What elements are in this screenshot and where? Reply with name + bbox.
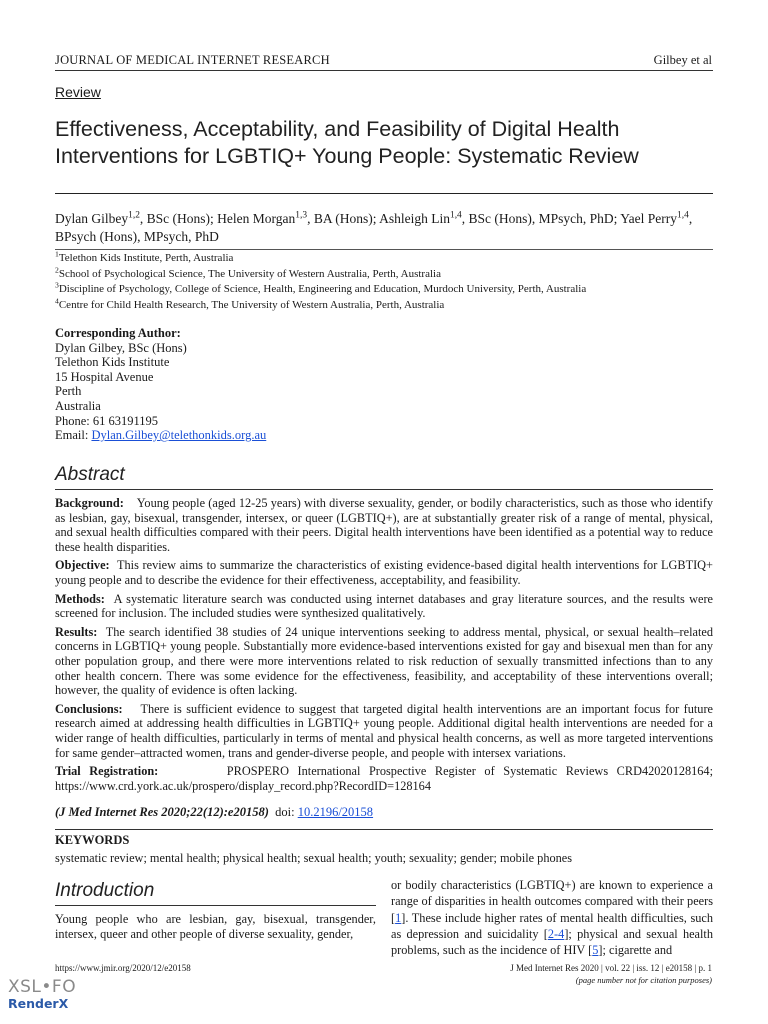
author-name: Yael Perry [620, 211, 678, 226]
corresponding-author-email-row [55, 428, 266, 443]
abstract-heading: Abstract [55, 464, 125, 485]
introduction-right-column [391, 877, 713, 958]
reference-link[interactable]: 5 [592, 943, 599, 958]
abstract-section-label: Background: [55, 496, 124, 510]
corresponding-author-block [55, 326, 266, 443]
affiliation-item [55, 251, 715, 267]
affiliation-item [55, 282, 715, 298]
author-affiliation-marker: 1,4 [677, 210, 689, 221]
introduction-left-column: Young people who are lesbian, gay, bisexual, transgender, intersex, queer and other people of diverse sexuality, gender, [55, 912, 376, 941]
affiliation-number: 3 [55, 280, 59, 290]
abstract-section-text: This review aims to summarize the characteristics of existing evidence-based digital health interventions for LGBTIQ+ young people and to describe the evidence for their effectiveness, acceptability, and feasibility. [55, 558, 713, 587]
article-type: Review [55, 84, 101, 100]
journal-name: JOURNAL OF MEDICAL INTERNET RESEARCH [55, 53, 330, 67]
corresponding-author-street: 15 Hospital Avenue [55, 369, 154, 384]
affiliation-text: Telethon Kids Institute, Perth, Australia [58, 252, 234, 264]
abstract-body [55, 496, 713, 797]
author-degree: , BSc (Hons), MPsych, PhD; [461, 211, 621, 226]
keywords-divider [55, 829, 713, 830]
affiliation-number: 1 [55, 249, 59, 259]
renderx-logo: RenderX [8, 996, 69, 1011]
corresponding-author-country: Australia [55, 398, 101, 413]
affiliation-text: Discipline of Psychology, College of Science, Health, Engineering and Education, Murdoch University, Perth, Australia [58, 283, 587, 295]
article-title: Effectiveness, Acceptability, and Feasibility of Digital Health Interventions for LGBTIQ+ Young People: Systematic Review [55, 117, 639, 168]
abstract-section-text: Young people (aged 12-25 years) with diverse sexuality, gender, or bodily characteristics, such as those who identify as lesbian, gay, bisexual, transgender, intersex, or queer (LGBTIQ+), are at substantially greater risk of a range of mental, physical, and sexual health difficulties compared with their peers. Digital health interventions have been identified as a potential way to reduce these health disparities. [55, 496, 713, 554]
affiliation-text: Centre for Child Health Research, The University of Western Australia, Perth, Australia [58, 298, 445, 311]
abstract-section-label: Methods: [55, 591, 105, 606]
author-degree: , BSc (Hons); [139, 211, 218, 226]
doi-link[interactable]: 10.2196/20158 [297, 805, 374, 819]
abstract-objective [55, 558, 713, 587]
author-degree: , BPsych (Hons), MPsych, PhD [55, 211, 693, 244]
abstract-section-text: PROSPERO International Prospective Register of Systematic Reviews CRD42020128164; https://www.crd.york.ac.uk/prospero/display_record.php?RecordID=128164 [55, 764, 713, 793]
citation-text: (J Med Internet Res 2020;22(12):e20158) [55, 805, 269, 819]
affiliation-number: 4 [55, 295, 59, 305]
author-name: Helen Morgan [217, 211, 296, 226]
author-list [55, 210, 715, 246]
corresponding-author-label: Corresponding Author: [55, 326, 181, 340]
author-affiliation-marker: 1,2 [128, 210, 140, 221]
corresponding-author-org: Telethon Kids Institute [55, 355, 170, 370]
abstract-conclusions [55, 702, 713, 760]
introduction-heading: Introduction [55, 880, 155, 901]
abstract-section-label: Trial Registration: [55, 764, 159, 779]
footer-journal-info: J Med Internet Res 2020 | vol. 22 | iss. 12 | e20158 | p. 1 [510, 963, 712, 973]
keywords-text: systematic review; mental health; physical health; sexual health; youth; sexuality; gender; mobile phones [55, 851, 573, 865]
affiliation-number: 2 [55, 264, 59, 274]
keywords-label: KEYWORDS [55, 833, 130, 847]
reference-link[interactable]: 1 [395, 910, 402, 925]
abstract-divider [55, 489, 713, 490]
intro-text: ]. These include higher rates of mental health difficulties, such as depression and suicidality [ [391, 910, 713, 941]
abstract-methods [55, 592, 713, 621]
intro-text: ]; cigarette and [598, 943, 673, 958]
author-name: Ashleigh Lin [379, 211, 450, 226]
citation-line [55, 805, 373, 820]
corresponding-author-phone: Phone: 61 63191195 [55, 413, 159, 428]
abstract-results [55, 625, 713, 698]
authors-divider [55, 249, 713, 250]
corresponding-author-name: Dylan Gilbey, BSc (Hons) [55, 340, 187, 355]
affiliation-text: School of Psychological Science, The University of Western Australia, Perth, Australia [58, 267, 441, 280]
abstract-background [55, 496, 713, 554]
email-link[interactable]: Dylan.Gilbey@telethonkids.org.au [91, 428, 267, 443]
abstract-section-label: Results: [55, 624, 98, 639]
abstract-section-text: There is sufficient evidence to suggest that targeted digital health interventions are an important focus for future research aimed at addressing health difficulties in LGBTIQ+ young people. Additional digital health interventions are needed for a wider range of health difficulties, particularly in terms of mental and physical health concerns, as well as more targeted interventions for same gender–attracted women, trans and gender-diverse people, and people with intersex variations. [55, 701, 714, 760]
abstract-section-text: The search identified 38 studies of 24 unique interventions seeking to address mental, physical, or sexual health–related concerns in LGBTIQ+ young people. Substantially more evidence-based interventions existed for gay and bisexual men than for any other population group, and there were more interventions related to risk reduction of sexually transmitted infections than to any other health concern. There was some evidence for the effectiveness, feasibility, and acceptability of these interventions overall; however, the quality of evidence is often lacking. [55, 624, 713, 698]
introduction-divider [55, 905, 376, 906]
corresponding-author-city: Perth [55, 384, 82, 399]
intro-text: ]; physical and sexual health problems, such as the incidence of HIV [ [391, 926, 713, 958]
abstract-section-label: Conclusions: [55, 701, 123, 716]
abstract-trial-registration [55, 764, 713, 793]
author-affiliation-marker: 1,4 [449, 210, 462, 221]
author-degree: , BA (Hons); [307, 211, 380, 226]
author-affiliation-marker: 1,3 [295, 210, 308, 221]
affiliation-list [55, 251, 715, 313]
xsl-fo-logo: XSL•FO [8, 977, 77, 997]
title-divider [55, 193, 713, 194]
reference-link[interactable]: 2-4 [547, 926, 565, 941]
header-divider [55, 70, 713, 71]
running-author: Gilbey et al [653, 53, 712, 67]
footer-url: https://www.jmir.org/2020/12/e20158 [55, 963, 191, 973]
abstract-section-text: A systematic literature search was conducted using internet databases and gray literature sources, and the results were screened for inclusion. The included studies were synthesized qualitatively. [55, 591, 713, 621]
renderx-watermark [8, 978, 76, 1012]
author-name: Dylan Gilbey [55, 211, 129, 226]
affiliation-item [55, 264, 715, 283]
email-label: Email: [55, 428, 92, 443]
footer-page-note: (page number not for citation purposes) [575, 975, 712, 985]
intro-text: or bodily characteristics (LGBTIQ+) are known to experience a range of disparities in health outcomes compared with their peers [ [391, 878, 713, 925]
doi-label: doi: [275, 805, 295, 819]
affiliation-item [55, 295, 715, 314]
abstract-section-label: Objective: [55, 558, 110, 573]
